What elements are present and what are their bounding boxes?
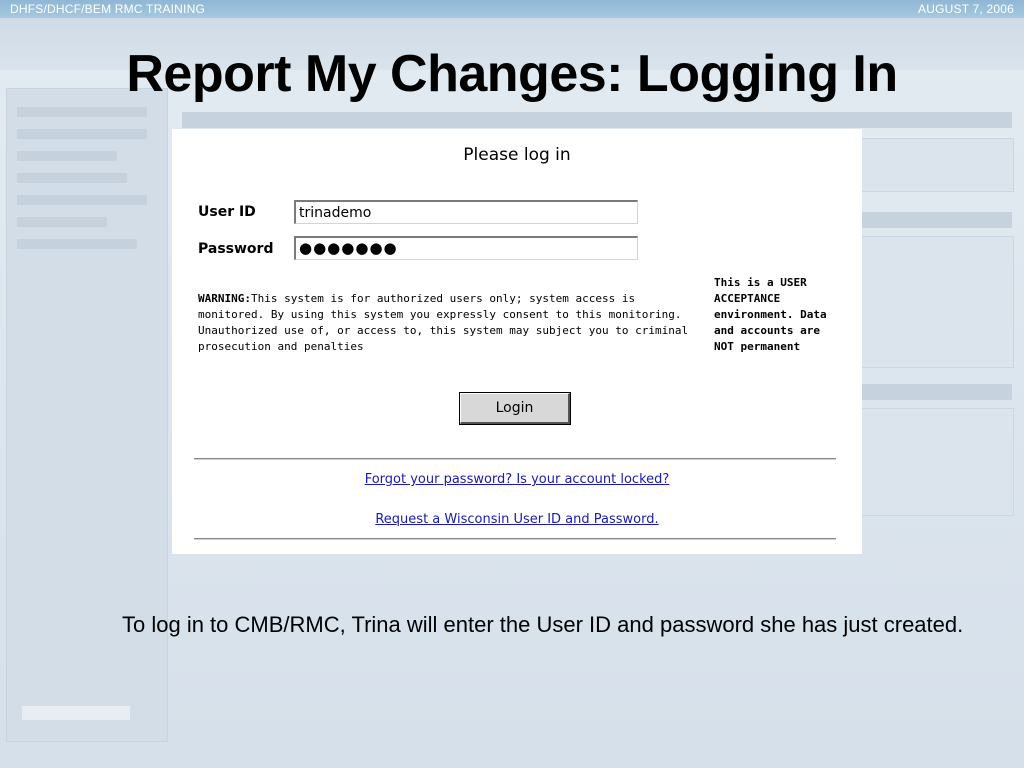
background-app-sidebar bbox=[6, 88, 168, 742]
sidebar-placeholder-row bbox=[17, 173, 127, 183]
uat-environment-notice: This is a USER ACCEPTANCE environment. Data and accounts are NOT permanent bbox=[714, 276, 827, 353]
background-app-footer-button bbox=[22, 706, 130, 720]
warning-label: WARNING: bbox=[198, 292, 251, 305]
background-app-header-bar bbox=[182, 112, 1012, 128]
user-id-label: User ID bbox=[198, 204, 256, 220]
login-heading: Please log in bbox=[463, 145, 571, 165]
password-input[interactable]: ●●●●●●● bbox=[294, 236, 638, 260]
sidebar-placeholder-row bbox=[17, 151, 117, 161]
sidebar-placeholder-row bbox=[17, 217, 107, 227]
forgot-password-link[interactable]: Forgot your password? Is your account locked? bbox=[364, 472, 670, 487]
security-warning bbox=[198, 291, 698, 355]
header-date: AUGUST 7, 2006 bbox=[918, 2, 1014, 16]
login-panel bbox=[172, 129, 862, 554]
sidebar-placeholder-row bbox=[17, 129, 147, 139]
header-course-label: DHFS/DHCF/BEM RMC TRAINING bbox=[10, 2, 205, 16]
sidebar-placeholder-row bbox=[17, 107, 147, 117]
sidebar-placeholder-row bbox=[17, 195, 147, 205]
divider bbox=[194, 538, 836, 540]
password-label: Password bbox=[198, 241, 274, 257]
user-id-input[interactable] bbox=[294, 200, 638, 224]
divider bbox=[194, 458, 836, 460]
sidebar-placeholder-row bbox=[17, 239, 137, 249]
login-button[interactable]: Login bbox=[460, 393, 570, 424]
warning-text: This system is for authorized users only; system access is monitored. By using this system you expressly consent to this monitoring. Unauthorized use of, or access to, this system may subject you to criminal prosecution and penalties bbox=[198, 292, 689, 353]
slide-header-strip bbox=[0, 0, 1024, 18]
slide-caption: To log in to CMB/RMC, Trina will enter the User ID and password she has just created. bbox=[122, 612, 964, 637]
slide-title: Report My Changes: Logging In bbox=[126, 45, 898, 103]
request-user-id-link[interactable]: Request a Wisconsin User ID and Password. bbox=[375, 512, 659, 527]
